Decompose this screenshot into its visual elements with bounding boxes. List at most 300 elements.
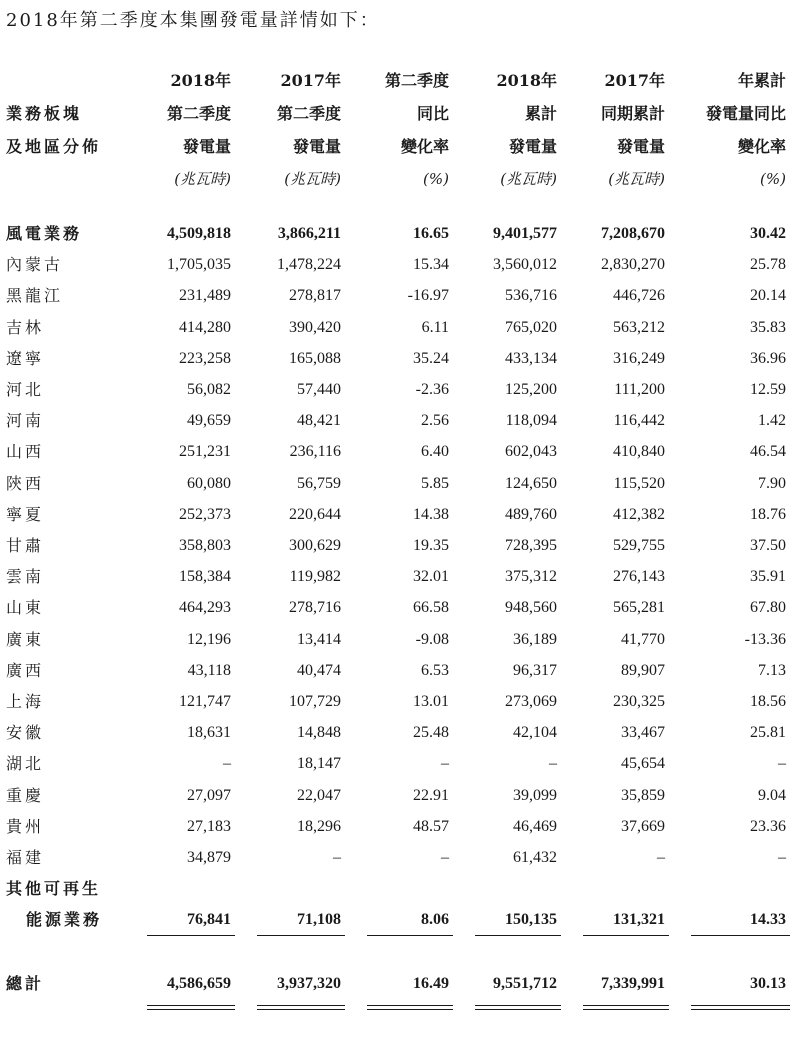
value-cell (571, 811, 679, 842)
value-cell (571, 780, 679, 811)
value-text: 66.58 (413, 599, 449, 617)
value-cell (135, 655, 245, 686)
value-cell (571, 592, 679, 623)
region-row (0, 312, 800, 343)
value-cell (355, 405, 463, 436)
header-cell: 2017年 (604, 71, 665, 90)
value-cell (571, 655, 679, 686)
underline (475, 935, 561, 936)
value-cell (355, 904, 463, 935)
header-label-cell: 業務板塊 (6, 104, 83, 123)
value-text: 41,770 (621, 630, 665, 648)
value-cell (135, 468, 245, 499)
value-text: – (549, 755, 557, 773)
value-cell (679, 405, 800, 436)
header-row (0, 163, 800, 196)
region-row (0, 655, 800, 686)
header-cell: 第二季度 (276, 104, 341, 123)
value-text: 18,147 (297, 755, 341, 773)
value-cell (245, 748, 355, 779)
region-row (0, 561, 800, 592)
header-cell: 發電量 (292, 137, 341, 156)
value-text: 3,866,211 (277, 225, 341, 242)
value-text: 4,586,659 (167, 974, 231, 992)
value-cell (463, 374, 571, 405)
header-cell: (兆瓦時) (174, 170, 231, 188)
value-cell (355, 624, 463, 655)
row-label: 遼寧 (6, 348, 45, 368)
value-text: 35.83 (750, 318, 786, 336)
region-row (0, 249, 800, 280)
region-row (0, 530, 800, 561)
value-text: 563,212 (613, 318, 665, 336)
intro-text: 2018年第二季度本集團發電量詳情如下： (6, 10, 380, 31)
value-cell (571, 686, 679, 717)
header-label-cell (0, 163, 135, 196)
value-cell (355, 964, 463, 1004)
value-text: 18,296 (297, 817, 341, 835)
value-cell (679, 468, 800, 499)
value-text: -13.36 (744, 630, 786, 648)
value-text: 6.11 (421, 318, 449, 336)
value-text: 251,231 (179, 443, 231, 461)
value-text: 375,312 (505, 568, 557, 586)
value-cell (571, 561, 679, 592)
value-cell (463, 748, 571, 779)
value-cell (135, 592, 245, 623)
value-text: 16.49 (413, 974, 449, 992)
header-label-cell: 及地區分佈 (6, 137, 102, 156)
header-cell: 發電量同比 (705, 104, 786, 123)
value-cell (355, 717, 463, 748)
value-cell (679, 717, 800, 748)
value-text: 118,094 (505, 412, 557, 430)
value-text: 1.42 (758, 412, 786, 430)
value-text: 231,489 (179, 287, 231, 305)
row-label: 風電業務 (6, 224, 83, 243)
row-label: 寧夏 (6, 504, 45, 524)
value-cell (135, 780, 245, 811)
row-label: 總計 (6, 973, 45, 993)
value-cell (571, 964, 679, 1004)
value-cell (135, 811, 245, 842)
value-text: – (441, 755, 449, 773)
value-cell (679, 811, 800, 842)
row-label: 廣西 (6, 660, 45, 680)
row-label: 上海 (6, 692, 45, 712)
value-text: 116,442 (613, 412, 665, 430)
value-text: 1,705,035 (167, 256, 231, 274)
value-cell (355, 343, 463, 374)
value-text: 12.59 (750, 381, 786, 399)
value-text: 252,373 (179, 505, 231, 523)
double-underline (691, 1005, 790, 1010)
value-text: 22,047 (297, 786, 341, 804)
value-cell (679, 436, 800, 467)
value-text: 61,432 (513, 849, 557, 867)
header-cell: 發電量 (182, 137, 231, 156)
value-cell (571, 436, 679, 467)
value-text: 56,759 (297, 474, 341, 492)
value-cell (679, 499, 800, 530)
value-cell (355, 218, 463, 249)
header-cell: 累計 (524, 104, 557, 123)
header-cell: 第二季度 (384, 71, 449, 90)
value-cell (463, 686, 571, 717)
other-row (0, 904, 800, 935)
value-cell (135, 624, 245, 655)
value-text: 5.85 (421, 474, 449, 492)
value-text: 7,339,991 (601, 974, 665, 992)
value-text: 410,840 (613, 443, 665, 461)
value-text: 765,020 (505, 318, 557, 336)
value-text: 728,395 (505, 537, 557, 555)
value-cell (245, 405, 355, 436)
value-text: 25.81 (750, 724, 786, 742)
value-text: – (441, 849, 449, 867)
value-text: 46,469 (513, 817, 557, 835)
value-cell (463, 964, 571, 1004)
row-label: 其他可再生 (6, 879, 102, 899)
value-cell (679, 686, 800, 717)
value-text: 18.56 (750, 693, 786, 711)
value-text: 46.54 (750, 443, 786, 461)
value-cell (463, 624, 571, 655)
value-text: 39,099 (513, 786, 557, 804)
region-row (0, 499, 800, 530)
value-text: 18.76 (750, 505, 786, 523)
row-label: 河北 (6, 380, 45, 400)
value-text: 125,200 (505, 381, 557, 399)
header-row (0, 97, 800, 130)
underline (583, 935, 669, 936)
value-cell (355, 592, 463, 623)
value-text: 223,258 (179, 349, 231, 367)
value-cell (355, 280, 463, 311)
row-label: 湖北 (6, 754, 45, 774)
value-text: 9,551,712 (493, 974, 557, 992)
header-cell: 2018年 (496, 71, 557, 90)
value-cell (135, 499, 245, 530)
value-text: 76,841 (187, 911, 231, 929)
value-cell (355, 374, 463, 405)
value-cell (571, 468, 679, 499)
value-text: 22.91 (413, 786, 449, 804)
value-cell (245, 964, 355, 1004)
value-cell (679, 748, 800, 779)
value-text: – (778, 849, 786, 867)
value-text: 107,729 (289, 693, 341, 711)
value-cell (135, 374, 245, 405)
value-text: 9,401,577 (493, 225, 557, 242)
value-text: 35.91 (750, 568, 786, 586)
value-text: – (333, 849, 341, 867)
header-cell: 變化率 (400, 137, 449, 156)
value-cell (355, 842, 463, 873)
value-cell (245, 468, 355, 499)
value-cell (135, 842, 245, 873)
value-cell (245, 561, 355, 592)
header-cell: 2018年 (170, 71, 231, 90)
value-cell (135, 218, 245, 249)
value-text: – (778, 755, 786, 773)
value-text: 948,560 (505, 599, 557, 617)
value-cell (679, 249, 800, 280)
double-underline (475, 1005, 561, 1010)
value-text: 7,208,670 (601, 225, 665, 242)
value-cell (135, 686, 245, 717)
value-cell (571, 873, 679, 904)
value-cell (679, 280, 800, 311)
value-cell (355, 468, 463, 499)
value-text: -2.36 (415, 381, 449, 399)
value-text: 35.24 (413, 349, 449, 367)
value-cell (571, 374, 679, 405)
value-cell (245, 592, 355, 623)
value-text: 278,817 (289, 287, 341, 305)
value-cell (355, 249, 463, 280)
header-cell: (兆瓦時) (284, 170, 341, 188)
value-cell (571, 530, 679, 561)
value-cell (135, 964, 245, 1004)
value-text: 16.65 (413, 225, 449, 242)
value-text: 49,659 (187, 412, 231, 430)
value-text: 57,440 (297, 381, 341, 399)
value-text: 414,280 (179, 318, 231, 336)
region-row (0, 592, 800, 623)
spacer-row (0, 196, 800, 218)
row-label: 山西 (6, 442, 45, 462)
value-cell (571, 624, 679, 655)
row-label: 能源業務 (26, 910, 103, 930)
region-row (0, 436, 800, 467)
value-text: 446,726 (613, 287, 665, 305)
value-text: 236,116 (289, 443, 341, 461)
value-text: 8.06 (421, 911, 449, 929)
value-cell (571, 249, 679, 280)
value-text: 358,803 (179, 537, 231, 555)
value-text: 67.80 (750, 599, 786, 617)
value-cell (355, 499, 463, 530)
value-text: 45,654 (621, 755, 665, 773)
value-text: -16.97 (407, 287, 449, 305)
value-cell (463, 218, 571, 249)
value-text: – (223, 755, 231, 773)
value-cell (463, 436, 571, 467)
value-cell (571, 343, 679, 374)
header-cell: 發電量 (508, 137, 557, 156)
value-text: 14.33 (750, 911, 786, 929)
value-cell (355, 811, 463, 842)
value-text: 25.78 (750, 256, 786, 274)
value-text: – (657, 849, 665, 867)
row-label: 陝西 (6, 473, 45, 493)
underline (257, 935, 345, 936)
row-label: 甘肅 (6, 536, 45, 556)
value-text: 32.01 (413, 568, 449, 586)
value-cell (135, 249, 245, 280)
value-text: 7.90 (758, 474, 786, 492)
value-text: 529,755 (613, 537, 665, 555)
value-cell (463, 561, 571, 592)
value-cell (135, 343, 245, 374)
value-cell (135, 405, 245, 436)
value-cell (463, 499, 571, 530)
value-cell (571, 280, 679, 311)
header-cell: 同期累計 (600, 104, 665, 123)
value-cell (571, 499, 679, 530)
region-row (0, 468, 800, 499)
value-text: 56,082 (187, 381, 231, 399)
value-text: 230,325 (613, 693, 665, 711)
value-cell (679, 343, 800, 374)
value-cell (463, 312, 571, 343)
value-cell (463, 780, 571, 811)
region-row (0, 717, 800, 748)
header-cell: (兆瓦時) (500, 170, 557, 188)
value-cell (571, 904, 679, 935)
value-text: 300,629 (289, 537, 341, 555)
value-text: 6.53 (421, 661, 449, 679)
value-cell (463, 592, 571, 623)
value-text: 131,321 (613, 911, 665, 929)
value-text: 13,414 (297, 630, 341, 648)
region-row (0, 280, 800, 311)
value-cell (355, 530, 463, 561)
value-cell (679, 592, 800, 623)
value-cell (463, 655, 571, 686)
value-cell (679, 964, 800, 1004)
wind-total-row (0, 218, 800, 249)
region-row (0, 343, 800, 374)
value-cell (679, 873, 800, 904)
value-text: 27,183 (187, 817, 231, 835)
value-cell (679, 904, 800, 935)
spacer-row (0, 936, 800, 964)
value-text: 40,474 (297, 661, 341, 679)
value-text: 33,467 (621, 724, 665, 742)
value-text: 2.56 (421, 412, 449, 430)
value-cell (463, 405, 571, 436)
value-text: 35,859 (621, 786, 665, 804)
value-text: 489,760 (505, 505, 557, 523)
header-label-cell (0, 64, 135, 97)
value-text: 89,907 (621, 661, 665, 679)
value-cell (679, 842, 800, 873)
value-cell (463, 343, 571, 374)
power-generation-table (0, 64, 800, 1004)
header-row (0, 64, 800, 97)
double-underline (367, 1005, 453, 1010)
double-underline (583, 1005, 669, 1010)
value-text: 9.04 (758, 786, 786, 804)
value-cell (463, 468, 571, 499)
value-cell (245, 686, 355, 717)
value-text: 278,716 (289, 599, 341, 617)
value-cell (245, 624, 355, 655)
value-text: 18,631 (187, 724, 231, 742)
value-cell (135, 748, 245, 779)
underline (147, 935, 235, 936)
value-cell (245, 436, 355, 467)
value-cell (463, 873, 571, 904)
value-cell (355, 655, 463, 686)
value-text: 220,644 (289, 505, 341, 523)
value-text: 30.42 (750, 225, 786, 242)
value-text: 111,200 (614, 381, 665, 399)
row-label: 內蒙古 (6, 255, 64, 275)
value-text: 23.36 (750, 817, 786, 835)
value-cell (135, 873, 245, 904)
value-cell (245, 249, 355, 280)
value-cell (355, 780, 463, 811)
row-label: 安徽 (6, 723, 45, 743)
value-cell (245, 374, 355, 405)
value-text: 36.96 (750, 349, 786, 367)
value-text: 43,118 (187, 661, 231, 679)
region-row (0, 842, 800, 873)
table-header (0, 64, 800, 196)
value-cell (135, 436, 245, 467)
value-cell (135, 717, 245, 748)
value-cell (571, 405, 679, 436)
value-cell (355, 312, 463, 343)
double-underline (257, 1005, 345, 1010)
value-cell (245, 312, 355, 343)
table-body (0, 196, 800, 1004)
value-text: 19.35 (413, 537, 449, 555)
value-text: 37,669 (621, 817, 665, 835)
value-cell (245, 780, 355, 811)
value-text: 14,848 (297, 724, 341, 742)
value-cell (135, 312, 245, 343)
header-cell: 變化率 (737, 137, 786, 156)
value-cell (135, 904, 245, 935)
value-cell (355, 436, 463, 467)
value-cell (355, 873, 463, 904)
value-text: 14.38 (413, 505, 449, 523)
value-text: 536,716 (505, 287, 557, 305)
value-cell (463, 717, 571, 748)
value-text: 30.13 (750, 974, 786, 992)
value-cell (245, 280, 355, 311)
value-text: 27,097 (187, 786, 231, 804)
region-row (0, 405, 800, 436)
value-cell (355, 561, 463, 592)
value-text: 15.34 (413, 256, 449, 274)
value-cell (245, 530, 355, 561)
value-cell (245, 873, 355, 904)
value-cell (571, 717, 679, 748)
value-text: 3,560,012 (493, 256, 557, 274)
row-label: 貴州 (6, 816, 45, 836)
header-cell: (%) (760, 170, 786, 188)
underline (367, 935, 453, 936)
value-text: 36,189 (513, 630, 557, 648)
value-text: 48,421 (297, 412, 341, 430)
value-text: 20.14 (750, 287, 786, 305)
value-cell (463, 842, 571, 873)
region-row (0, 780, 800, 811)
value-text: 565,281 (613, 599, 665, 617)
value-text: 2,830,270 (601, 256, 665, 274)
value-cell (135, 530, 245, 561)
value-cell (571, 842, 679, 873)
row-label: 重慶 (6, 785, 45, 805)
value-cell (245, 811, 355, 842)
value-text: 464,293 (179, 599, 231, 617)
value-text: 1,478,224 (277, 256, 341, 274)
